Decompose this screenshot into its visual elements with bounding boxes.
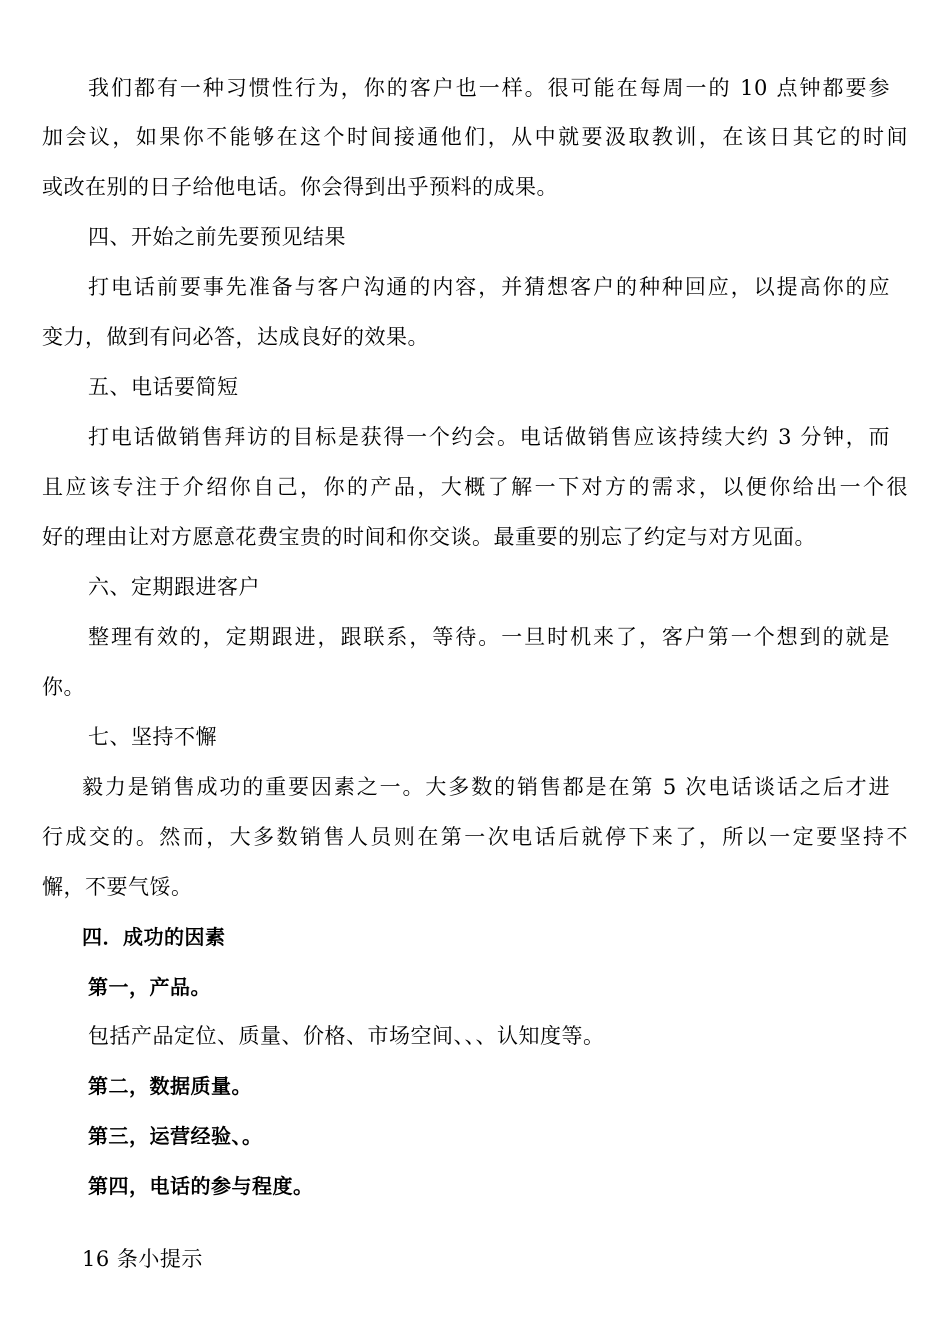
- paragraph-prepare-line-2: 变力，做到有问必答，达成良好的效果。: [42, 325, 429, 349]
- factor-1-heading: 第一，产品。: [88, 975, 211, 999]
- paragraph-brief-line-3: 好的理由让对方愿意花费宝贵的时间和你交谈。最重要的别忘了约定与对方见面。: [42, 525, 816, 549]
- section-heading-4: 四、开始之前先要预见结果: [88, 225, 346, 249]
- paragraph-persist-line-1: 毅力是销售成功的重要因素之一。大多数的销售都是在第 5 次电话谈话之后才进: [82, 775, 890, 799]
- paragraph-habit-line-1: 我们都有一种习惯性行为，你的客户也一样。很可能在每周一的 10 点钟都要参: [88, 76, 890, 100]
- section-heading-5: 五、电话要简短: [88, 375, 239, 399]
- paragraph-habit-line-2: 加会议，如果你不能够在这个时间接通他们，从中就要汲取教训，在该日其它的时间: [42, 125, 908, 149]
- paragraph-brief-line-1: 打电话做销售拜访的目标是获得一个约会。电话做销售应该持续大约 3 分钟，而: [88, 425, 890, 449]
- paragraph-followup-line-1: 整理有效的，定期跟进，跟联系，等待。一旦时机来了，客户第一个想到的就是: [88, 625, 890, 649]
- paragraph-persist-line-3: 懈，不要气馁。: [42, 875, 193, 899]
- heading-success-factors: 四．成功的因素: [82, 925, 226, 949]
- section-heading-6: 六、定期跟进客户: [88, 575, 260, 599]
- factor-3-heading: 第三，运营经验、。: [88, 1124, 263, 1148]
- paragraph-prepare-line-1: 打电话前要事先准备与客户沟通的内容，并猜想客户的种种回应，以提高你的应: [88, 275, 890, 299]
- factor-2-heading: 第二，数据质量。: [88, 1074, 252, 1098]
- paragraph-followup-line-2: 你。: [42, 675, 85, 699]
- factor-1-detail: 包括产品定位、质量、价格、市场空间、、、认知度等。: [88, 1024, 605, 1048]
- section-heading-7: 七、坚持不懈: [88, 725, 217, 749]
- factor-4-heading: 第四，电话的参与程度。: [88, 1174, 314, 1198]
- tips-heading: 16 条小提示: [82, 1247, 203, 1271]
- paragraph-habit-line-3: 或改在别的日子给他电话。你会得到出乎预料的成果。: [42, 175, 558, 199]
- paragraph-brief-line-2: 且应该专注于介绍你自己，你的产品，大概了解一下对方的需求，以便你给出一个很: [42, 475, 908, 499]
- paragraph-persist-line-2: 行成交的。然而，大多数销售人员则在第一次电话后就停下来了，所以一定要坚持不: [42, 825, 908, 849]
